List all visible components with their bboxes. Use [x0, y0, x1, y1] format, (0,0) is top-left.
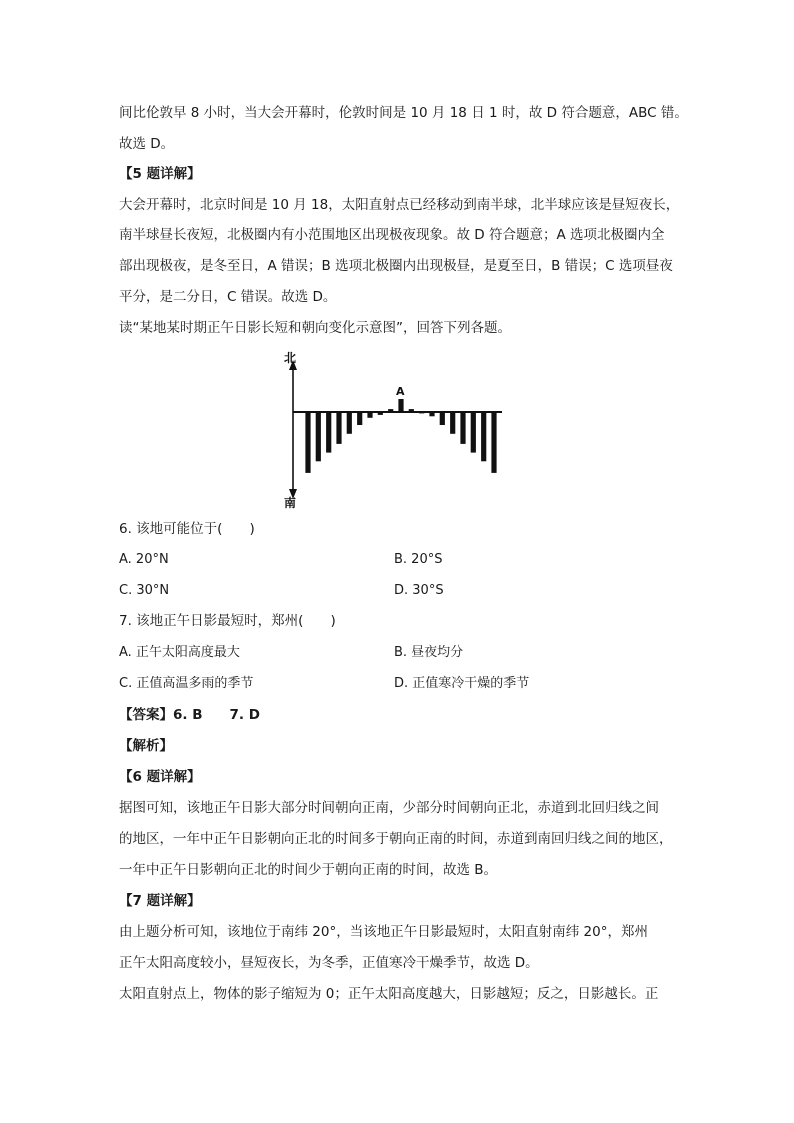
line-3: 大会开幕时，北京时间是 10 月 18，太阳直射点已经移动到南半球，北半球应该是昼短夜长， — [119, 197, 680, 213]
north-label: 北 — [284, 351, 297, 365]
south-label: 南 — [284, 496, 297, 510]
line-6: 平分，是二分日，C 错误。故选 D。 — [119, 289, 337, 305]
line-2: 故选 D。 — [119, 136, 175, 152]
heading-q7-detail: 【7 题详解】 — [119, 893, 201, 909]
shadow-bar — [367, 412, 372, 418]
shadow-bar — [409, 409, 414, 412]
shadow-bar — [419, 412, 424, 413]
analysis-heading: 【解析】 — [119, 738, 173, 754]
shadow-bar — [491, 412, 496, 473]
q6-option-d: D. 30°S — [394, 583, 444, 598]
q6-option-c: C. 30°N — [119, 583, 170, 598]
q7-option-b: B. 昼夜均分 — [394, 645, 464, 660]
shadow-bar — [450, 412, 455, 434]
line-5: 部出现极夜，是冬至日，A 错误；B 选项北极圈内出现极昼，是夏至日，B 错误；C 选项昼夜 — [119, 258, 673, 274]
q6-option-a: A. 20°N — [119, 552, 169, 567]
shadow-diagram — [280, 350, 510, 510]
shadow-bar — [378, 412, 383, 415]
shadow-bar — [336, 412, 341, 444]
q6-detail-line-1: 据图可知，该地正午日影大部分时间朝向正南，少部分时间朝向正北，赤道到北回归线之间 — [119, 800, 659, 816]
shadow-bar — [347, 412, 352, 434]
shadow-bar — [316, 412, 321, 461]
line-1: 间比伦敦早 8 小时，当大会开幕时，伦敦时间是 10 月 18 日 1 时，故 D 符合题意，ABC 错。 — [119, 105, 688, 121]
q6-detail-line-2: 的地区，一年中正午日影朝向正北的时间多于朝向正南的时间，赤道到南回归线之间的地区， — [119, 831, 673, 847]
line-4: 南半球昼长夜短，北极圈内有小范围地区出现极夜现象。故 D 符合题意；A 选项北极圈内全 — [119, 227, 665, 243]
shadow-bar — [326, 412, 331, 453]
q7-option-a: A. 正午太阳高度最大 — [119, 645, 240, 660]
shadow-bar — [388, 409, 393, 412]
q6-option-b: B. 20°S — [394, 552, 443, 567]
shadow-bar — [440, 412, 445, 425]
q7-detail-line-2: 正午太阳高度较小，昼短夜长，为冬季，正值寒冷干燥季节，故选 D。 — [119, 955, 539, 971]
shadow-bar — [429, 412, 434, 416]
q7-option-c: C. 正值高温多雨的季节 — [119, 676, 254, 691]
q7-option-d: D. 正值寒冷干燥的季节 — [394, 676, 530, 691]
q6-stem: 6. 该地可能位于( ) — [119, 521, 255, 537]
line-7: 读“某地某时期正午日影长短和朝向变化示意图”，回答下列各题。 — [119, 320, 511, 336]
q7-stem: 7. 该地正午日影最短时，郑州( ) — [119, 613, 336, 629]
q7-detail-line-1: 由上题分析可知，该地位于南纬 20°，当该地正午日影最短时，太阳直射南纬 20°，郑州 — [119, 924, 648, 940]
shadow-bar — [471, 412, 476, 453]
answer-line: 【答案】6. B 7. D — [119, 707, 260, 723]
shadow-bar — [460, 412, 465, 444]
shadow-bar — [481, 412, 486, 461]
heading-q6-detail: 【6 题详解】 — [119, 769, 201, 785]
q7-detail-line-3: 太阳直射点上，物体的影子缩短为 0；正午太阳高度越大，日影越短；反之，日影越长。正 — [119, 986, 659, 1002]
q6-detail-line-3: 一年中正午日影朝向正北的时间少于朝向正南的时间，故选 B。 — [119, 862, 498, 878]
heading-q5-detail: 【5 题详解】 — [119, 166, 201, 182]
point-a-label: A — [396, 385, 405, 398]
shadow-bar — [398, 399, 403, 412]
shadow-bar — [357, 412, 362, 425]
shadow-bar — [305, 412, 310, 473]
